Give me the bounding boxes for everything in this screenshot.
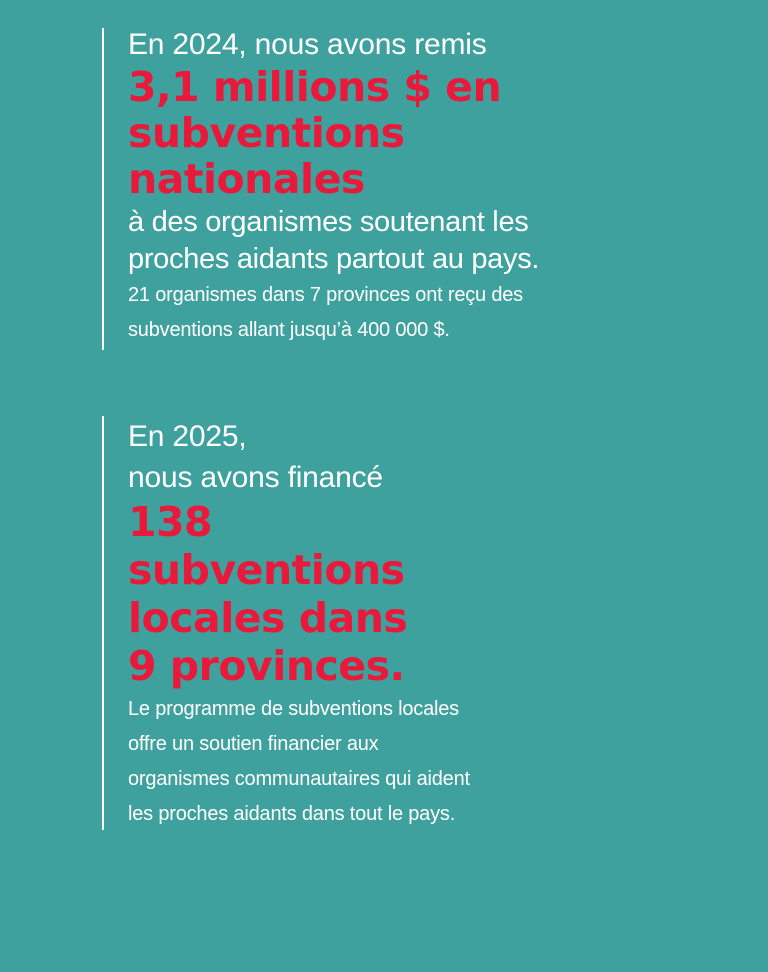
intro-2025-line-1: En 2025, [128, 420, 247, 453]
intro-2025-line-2: nous avons financé [128, 461, 383, 494]
intro-2024: En 2024, nous avons remis [128, 28, 487, 61]
detail-2025-line-4: les proches aidants dans tout le pays. [128, 803, 456, 825]
highlight-2024 [128, 64, 728, 202]
highlight-2024-line-2: subventions [128, 109, 405, 157]
highlight-2024-line-3: nationales [128, 155, 365, 203]
body-2024-line-1: à des organismes soutenant les [128, 206, 529, 238]
highlight-2025-line-2: subventions [128, 546, 405, 594]
body-2024-line-2: proches aidants partout au pays. [128, 243, 540, 275]
detail-2025 [128, 692, 728, 832]
detail-2025-line-3: organismes communautaires qui aident [128, 768, 470, 790]
detail-2024-line-2: subventions allant jusqu’à 400 000 $. [128, 319, 450, 341]
grants-2025-section [102, 416, 728, 830]
highlight-2024-line-1: 3,1 millions $ en [128, 63, 502, 111]
highlight-2025-line-4: 9 provinces. [128, 642, 405, 690]
highlight-2025-line-1: 138 [128, 498, 213, 546]
body-2024 [128, 204, 728, 278]
highlight-2025 [128, 498, 728, 690]
detail-2024-line-1: 21 organismes dans 7 provinces ont reçu des [128, 284, 523, 306]
grants-2024-section [102, 28, 728, 350]
detail-2025-line-1: Le programme de subventions locales [128, 698, 459, 720]
detail-2025-line-2: offre un soutien financier aux [128, 733, 379, 755]
intro-2025 [128, 416, 728, 498]
detail-2024 [128, 278, 728, 348]
highlight-2025-line-3: locales dans [128, 594, 408, 642]
